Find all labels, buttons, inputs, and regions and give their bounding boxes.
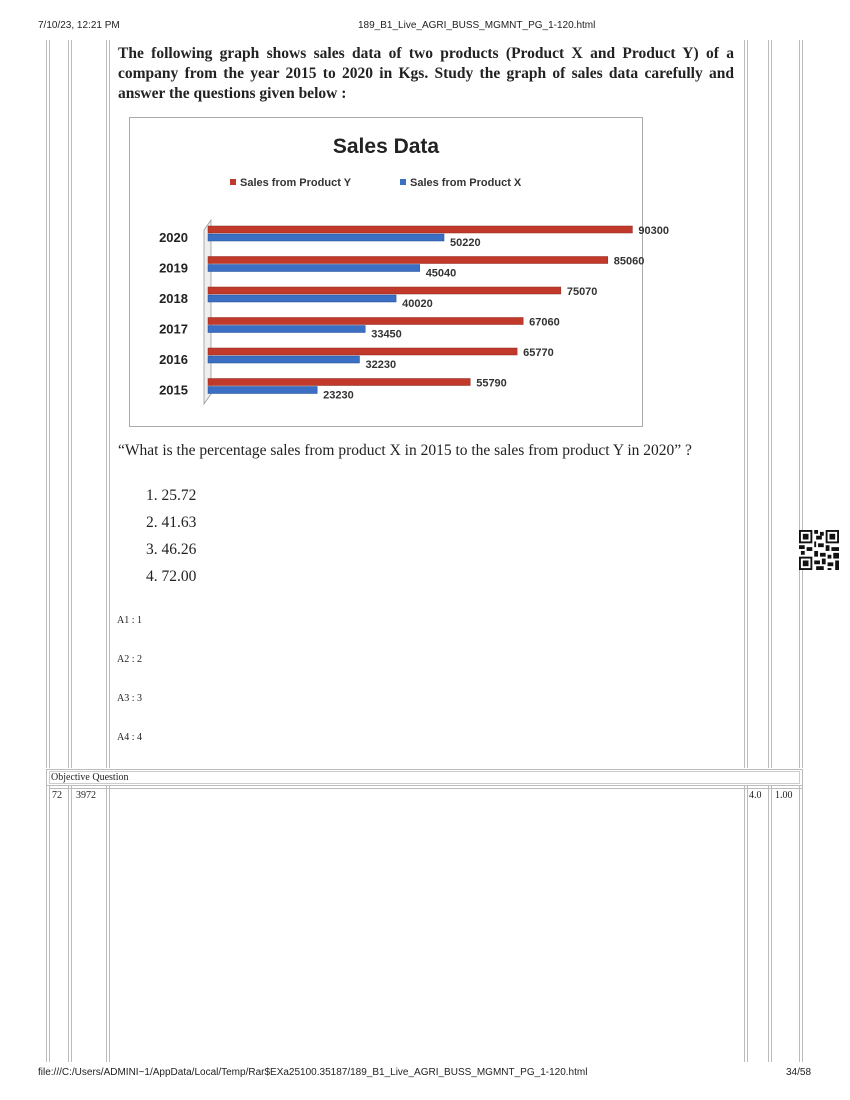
data-label-product-x: 23230	[323, 389, 354, 402]
table-col-divider	[71, 40, 72, 768]
question-number: 72	[52, 790, 62, 801]
table-border-right-outer	[802, 786, 803, 1062]
answer-key-4: A4 : 4	[117, 732, 142, 743]
table-col-divider	[106, 786, 107, 1062]
table-col-divider	[109, 40, 110, 768]
data-label-product-y: 67060	[529, 316, 560, 329]
data-label-product-y: 90300	[638, 225, 670, 237]
data-label-product-x: 45040	[425, 267, 457, 280]
table-col-divider	[71, 786, 72, 1062]
answer-key-3: A3 : 3	[117, 693, 142, 704]
data-label-product-y: 65770	[523, 347, 554, 359]
print-file-path: file:///C:/Users/ADMINI~1/AppData/Local/Temp/Rar$EXa25100.35187/189_B1_Live_AGRI_BUSS_MGMNT_PG_1-120.html	[38, 1067, 588, 1078]
bar-product-x	[208, 356, 359, 363]
legend-label: Sales from Product X	[410, 177, 522, 189]
table-col-divider	[768, 40, 769, 768]
table-col-divider	[771, 786, 772, 1062]
chart-title: Sales Data	[332, 135, 440, 158]
data-label-product-y: 85060	[613, 255, 645, 268]
data-label-product-x: 40020	[402, 298, 433, 310]
table-border-left-inner	[49, 786, 50, 1062]
bar-product-y	[208, 379, 470, 386]
y-tick-label: 2018	[159, 291, 188, 306]
question-id: 3972	[76, 790, 96, 801]
table-border-right-outer	[802, 40, 803, 768]
print-datetime: 7/10/23, 12:21 PM	[38, 20, 120, 31]
chart-bars	[208, 225, 669, 402]
bar-product-x	[208, 387, 317, 394]
y-tick-label: 2020	[159, 230, 188, 245]
qr-code-icon	[799, 530, 839, 570]
option-1: 1. 25.72	[146, 487, 197, 504]
bar-product-x	[208, 326, 365, 333]
row-top-border	[49, 788, 802, 789]
print-page-number: 34/58	[786, 1067, 812, 1078]
bar-product-x	[208, 265, 420, 272]
option-3: 3. 46.26	[146, 541, 197, 558]
table-border-right	[799, 40, 800, 768]
answer-key-2: A2 : 2	[117, 654, 142, 665]
legend-label: Sales from Product Y	[240, 177, 352, 189]
bar-product-y	[208, 226, 632, 233]
table-col-divider	[744, 40, 745, 768]
table-col-divider	[747, 40, 748, 768]
section-label: Objective Question	[51, 772, 129, 783]
table-col-divider	[109, 786, 110, 1062]
section-row-inner	[49, 771, 800, 784]
options-list	[146, 487, 196, 595]
print-doc-title: 189_B1_Live_AGRI_BUSS_MGMNT_PG_1-120.html	[358, 20, 596, 31]
table-col-divider	[744, 786, 745, 1062]
sales-bar-chart	[130, 118, 670, 426]
table-border-left	[46, 40, 47, 768]
data-label-product-x: 33450	[371, 328, 402, 341]
data-label-product-x: 50220	[450, 237, 481, 249]
y-tick-label: 2015	[159, 382, 188, 398]
sales-chart	[129, 117, 670, 427]
question-negative-marks: 1.00	[775, 790, 793, 801]
bar-product-y	[208, 287, 561, 294]
chart-legend	[230, 177, 522, 189]
section-row	[46, 769, 803, 786]
bar-product-x	[208, 234, 444, 241]
question-text: “What is the percentage sales from product X in 2015 to the sales from product Y in 2020” ?	[118, 442, 692, 459]
table-border-left-inner	[49, 40, 50, 768]
option-4: 4. 72.00	[146, 568, 197, 585]
chart-axis-wall	[204, 220, 211, 404]
answer-key-1: A1 : 1	[117, 615, 142, 626]
table-col-divider	[68, 786, 69, 1062]
data-label-product-y: 75070	[566, 286, 598, 298]
data-label-product-x: 32230	[365, 359, 397, 371]
table-col-divider	[747, 786, 748, 1062]
bar-product-y	[208, 318, 523, 325]
table-border-left	[46, 786, 47, 1062]
legend-swatch	[230, 179, 236, 185]
data-label-product-y: 55790	[476, 377, 507, 390]
y-tick-label: 2019	[159, 260, 188, 276]
question-marks: 4.0	[749, 790, 762, 801]
table-col-divider	[771, 40, 772, 768]
table-col-divider	[106, 40, 107, 768]
chart-axis	[159, 220, 211, 404]
y-tick-label: 2016	[159, 352, 188, 367]
y-tick-label: 2017	[159, 321, 188, 337]
bar-product-y	[208, 257, 608, 264]
legend-swatch	[400, 179, 406, 185]
table-col-divider	[768, 786, 769, 1062]
bar-product-x	[208, 295, 396, 302]
option-2: 2. 41.63	[146, 514, 197, 531]
question-intro: The following graph shows sales data of two products (Product X and Product Y) of a company from the year 2015 to 2020 in Kgs. Study the graph of sales data carefully and answer the questions given below :	[118, 45, 734, 102]
bar-product-y	[208, 348, 517, 355]
table-border-right	[799, 786, 800, 1062]
table-col-divider	[68, 40, 69, 768]
